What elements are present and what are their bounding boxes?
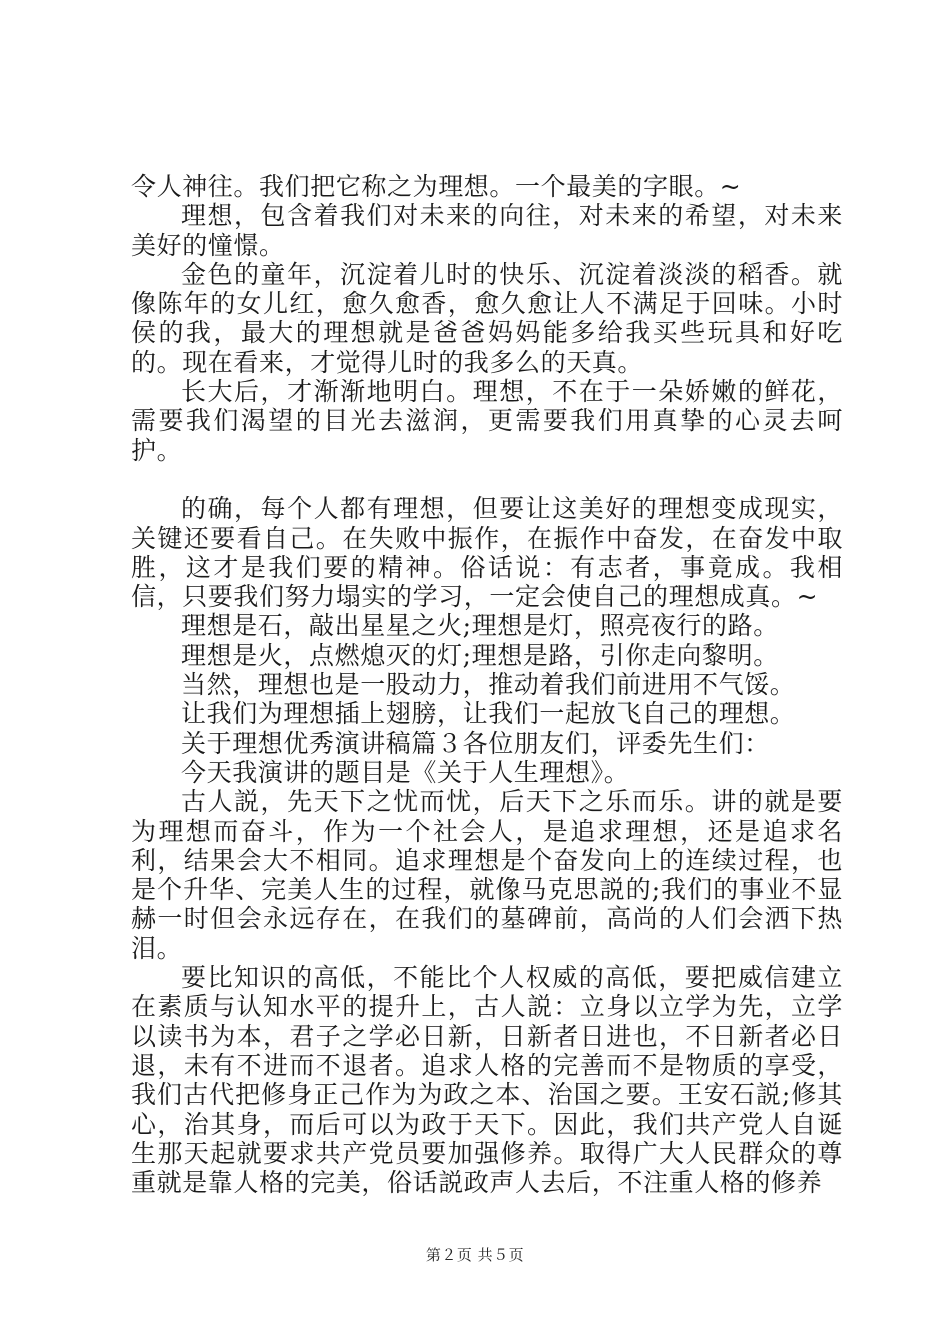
paragraph-3: 金色的童年，沉淀着儿时的快乐、沉淀着淡淡的稻香。就像陈年的女儿红，愈久愈香，愈久愈让人不满足于回味。小时侯的我，最大的理想就是爸爸妈妈能多给我买些玩具和好吃的。现在看来，才觉得儿时的我多么的天真。 xyxy=(131,259,843,377)
paragraph-10: 关于理想优秀演讲稿篇３各位朋友们，评委先生们： xyxy=(181,728,770,758)
paragraph-gap xyxy=(131,465,843,494)
paragraph-8: 当然，理想也是一股动力，推动着我们前进用不气馁。 xyxy=(181,670,796,700)
paragraph-7: 理想是火，点燃熄灭的灯;理想是路，引你走向黎明。 xyxy=(181,640,779,670)
page-number-label: 第２页 共５页 xyxy=(425,1246,525,1264)
paragraph-11: 今天我演讲的题目是《关于人生理想》。 xyxy=(181,757,630,787)
page-footer xyxy=(0,1244,950,1265)
document-body xyxy=(131,172,843,1197)
paragraph-6: 理想是石，敲出星星之火;理想是灯，照亮夜行的路。 xyxy=(181,611,779,641)
paragraph-13: 要比知识的高低，不能比个人权威的高低，要把威信建立在素质与认知水平的提升上，古人説：立身以立学为先，立学以读书为本，君子之学必日新，日新者日进也，不日新者必日退，未有不进而不退者。追求人格的完善而不是物质的享受，我们古代把修身正己作为为政之本、治国之要。王安石説;修其心，治其身，而后可以为政于天下。因此，我们共产党人自诞生那天起就要求共产党员要加强修养。取得广大人民群众的尊重就是靠人格的完美，俗话説政声人去后，不注重人格的修养 xyxy=(131,963,843,1198)
paragraph-9: 让我们为理想插上翅膀，让我们一起放飞自己的理想。 xyxy=(181,699,796,729)
paragraph-1: 令人神往。我们把它称之为理想。一个最美的字眼。~ xyxy=(131,172,742,201)
paragraph-4: 长大后，才渐渐地明白。理想，不在于一朵娇嫩的鲜花，需要我们渴望的目光去滋润，更需要我们用真挚的心灵去呵护。 xyxy=(131,377,843,465)
paragraph-2: 理想，包含着我们对未来的向往，对未来的希望，对未来美好的憧憬。 xyxy=(131,201,843,260)
paragraph-5: 的确，每个人都有理想，但要让这美好的理想变成现实，关键还要看自己。在失败中振作，在振作中奋发，在奋发中取胜，这才是我们要的精神。俗话说：有志者，事竟成。我相信，只要我们努力塌实的学习，一定会使自己的理想成真。~ xyxy=(131,494,843,612)
paragraph-12: 古人説，先天下之忧而忧，后天下之乐而乐。讲的就是要为理想而奋斗，作为一个社会人，是追求理想，还是追求名利，结果会大不相同。追求理想是个奋发向上的连续过程，也是个升华、完美人生的过程，就像马克思説的;我们的事业不显赫一时但会永远存在，在我们的墓碑前，高尚的人们会洒下热泪。 xyxy=(131,787,843,963)
